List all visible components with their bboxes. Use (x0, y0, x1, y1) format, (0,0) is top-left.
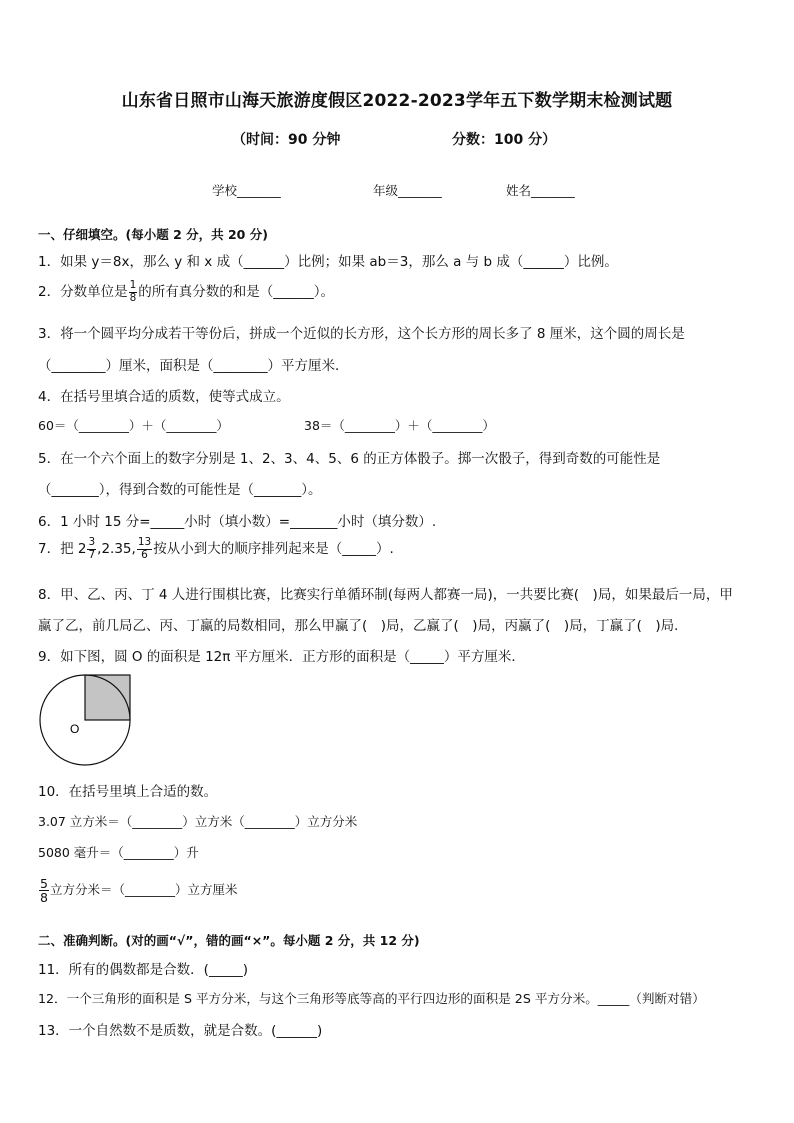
section-heading-judge: 二、准确判断。(对的画“√”，错的画“×”。每小题 2 分，共 12 分) (38, 933, 420, 948)
fraction-five-eighths (39, 877, 49, 904)
question-2-text-before: 2．分数单位是 (38, 284, 128, 300)
fraction-one-eighth (129, 280, 138, 303)
question-12: 12．一个三角形的面积是 S 平方分米，与这个三角形等底等高的平行四边形的面积是 2S 平方分米。_____（判断对错） (38, 991, 705, 1006)
school-field: 学校_______ (212, 183, 281, 198)
exam-time: （时间：90 分钟 (232, 132, 341, 148)
question-7 (38, 537, 394, 561)
fraction-denominator: 8 (40, 890, 48, 906)
question-4-line-1: 4．在括号里填合适的质数，使等式成立。 (38, 389, 290, 405)
question-10-c (38, 877, 237, 904)
question-10-line-1: 10．在括号里填上合适的数。 (38, 784, 218, 800)
fraction-thirteen-sixths (137, 537, 152, 560)
question-7-text-after: 按从小到大的顺序排列起来是（_____）. (153, 541, 394, 557)
question-4-equation-60: 60＝（________）＋（________） (38, 418, 229, 433)
question-4-equation-38: 38＝（________）＋（________） (304, 418, 495, 433)
fraction-denominator: 6 (141, 548, 148, 561)
fraction-three-sevenths (87, 537, 96, 560)
circle-square-diagram (38, 673, 138, 773)
question-2 (38, 280, 334, 304)
question-9: 9．如下图，圆 O 的面积是 12π 平方厘米．正方形的面积是（_____）平方厘米． (38, 649, 525, 665)
question-13: 13．一个自然数不是质数，就是合数。(______) (38, 1023, 323, 1039)
fraction-numerator: 13 (137, 536, 152, 549)
fraction-numerator: 3 (88, 536, 96, 549)
question-10-c-text: 立方分米＝（________）立方厘米 (49, 882, 238, 898)
question-5-line-2: （_______），得到合数的可能性是（_______）。 (38, 482, 322, 498)
fraction-numerator: 5 (40, 876, 48, 891)
exam-score: 分数：100 分） (452, 132, 557, 148)
name-field: 姓名_______ (506, 183, 575, 198)
question-3-line-2: （________）厘米，面积是（________）平方厘米． (38, 358, 349, 374)
question-11: 11．所有的偶数都是合数．(_____) (38, 962, 248, 978)
question-8-line-1: 8．甲、乙、丙、丁 4 人进行围棋比赛，比赛实行单循环制(每两人都赛一局)，一共要比赛( )局，如果最后一局，甲 (38, 587, 733, 603)
quarter-square (85, 675, 130, 720)
question-2-text-after: 的所有真分数的和是（______）。 (138, 284, 335, 300)
question-7-text-middle: ,2.35, (97, 541, 136, 557)
page-title: 山东省日照市山海天旅游度假区2022-2023学年五下数学期末检测试题 (121, 91, 673, 111)
question-5-line-1: 5．在一个六个面上的数字分别是 1、2、3、4、5、6 的正方体骰子。掷一次骰子，得到奇数的可能性是 (38, 451, 661, 467)
question-1: 1．如果 y＝8x，那么 y 和 x 成（______）比例；如果 ab＝3，那么 a 与 b 成（______）比例。 (38, 254, 618, 270)
question-3-line-1: 3．将一个圆平均分成若干等份后，拼成一个近似的长方形，这个长方形的周长多了 8 厘米，这个圆的周长是 (38, 326, 685, 342)
circle-center-label: O (70, 722, 80, 736)
fraction-numerator: 1 (129, 279, 137, 292)
fraction-denominator: 7 (88, 548, 96, 561)
question-8-line-2: 赢了乙，前几局乙、丙、丁赢的局数相同，那么甲赢了( )局，乙赢了( )局，丙赢了( )局，丁赢了( )局． (38, 618, 688, 634)
grade-field: 年级_______ (373, 183, 442, 198)
question-7-text-before: 7．把 2 (38, 541, 87, 557)
question-6: 6．1 小时 15 分=_____小时（填小数）=_______小时（填分数）. (38, 514, 437, 530)
section-heading-fill-in: 一、仔细填空。(每小题 2 分，共 20 分) (38, 227, 268, 242)
question-10-b: 5080 毫升＝（________）升 (38, 845, 199, 860)
fraction-denominator: 8 (129, 291, 137, 304)
question-10-a: 3.07 立方米＝（________）立方米（________）立方分米 (38, 814, 358, 829)
